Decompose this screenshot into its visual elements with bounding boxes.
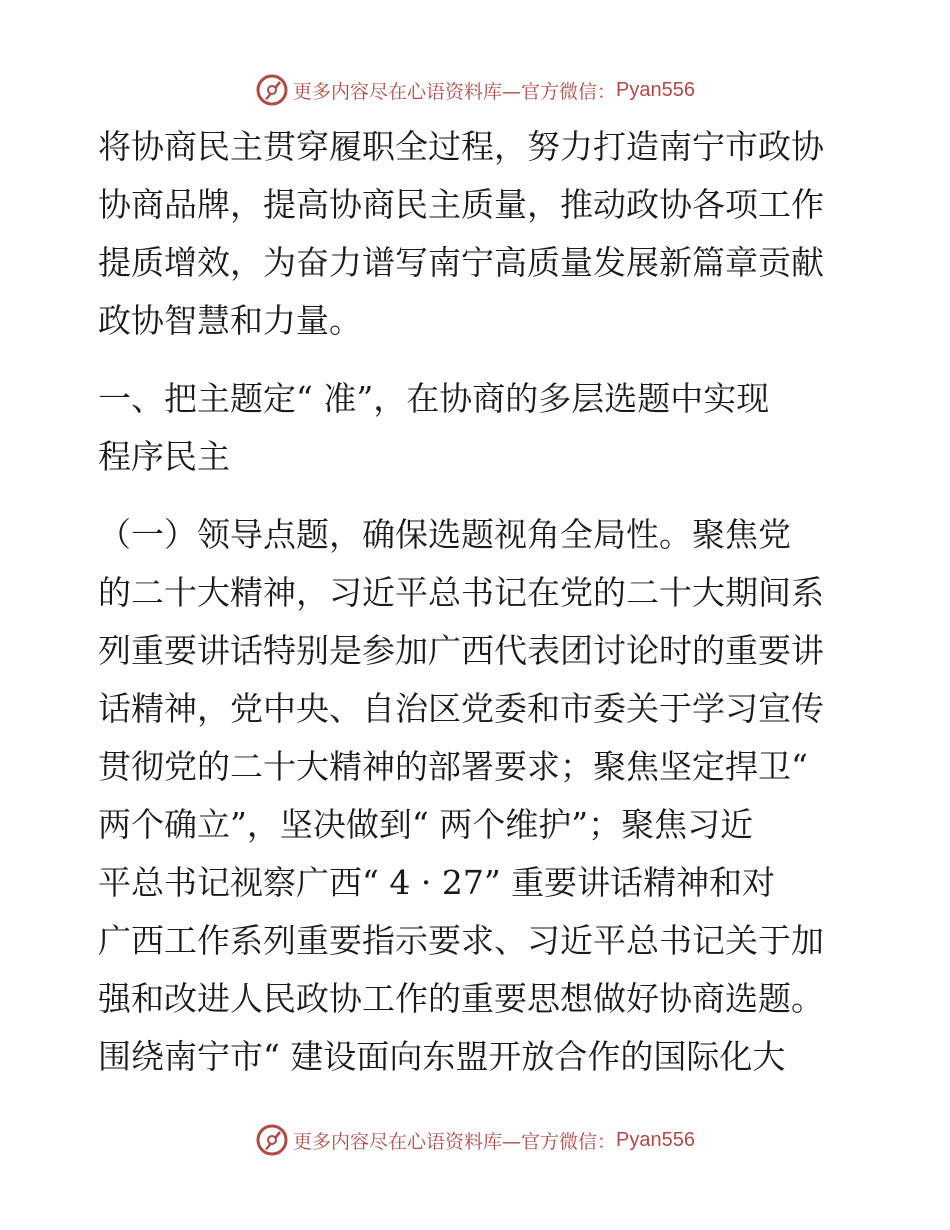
text-line: 政协智慧和力量。 bbox=[98, 301, 362, 340]
paragraph-1 bbox=[98, 506, 858, 1086]
text-line: 话精神，党中央、自治区党委和市委关于学习宣传 bbox=[98, 689, 824, 728]
text-line: 广西工作系列重要指示要求、习近平总书记关于加 bbox=[98, 921, 824, 960]
feather-pen-circle-logo-icon bbox=[255, 73, 289, 107]
watermark-handle: Pyan556 bbox=[616, 78, 695, 101]
text-line: 列重要讲话特别是参加广西代表团讨论时的重要讲 bbox=[98, 631, 824, 670]
text-line: 贯彻党的二十大精神的部署要求；聚焦坚定捍卫“ bbox=[98, 747, 808, 786]
text-line: 将协商民主贯穿履职全过程，努力打造南宁市政协 bbox=[98, 127, 824, 166]
text-line: （一）领导点题，确保选题视角全局性。聚焦党 bbox=[98, 515, 791, 554]
footer-watermark bbox=[0, 1120, 950, 1160]
text-line: 强和改进人民政协工作的重要思想做好协商选题。 bbox=[98, 979, 824, 1018]
section-heading-1 bbox=[98, 370, 858, 486]
heading-line: 程序民主 bbox=[98, 437, 230, 476]
text-line: 两个确立”，坚决做到“ 两个维护”；聚焦习近 bbox=[98, 805, 754, 844]
paragraph-gap bbox=[98, 350, 858, 370]
text-line: 的二十大精神，习近平总书记在党的二十大期间系 bbox=[98, 573, 824, 612]
header-watermark bbox=[0, 70, 950, 110]
text-line: 提质增效，为奋力谱写南宁高质量发展新篇章贡献 bbox=[98, 243, 824, 282]
paragraph-gap bbox=[98, 486, 858, 506]
watermark-handle: Pyan556 bbox=[616, 1128, 695, 1151]
watermark-text: 更多内容尽在心语资料库—官方微信： bbox=[293, 80, 617, 103]
text-line: 协商品牌，提高协商民主质量，推动政协各项工作 bbox=[98, 185, 824, 224]
document-body bbox=[98, 118, 858, 1086]
watermark-text: 更多内容尽在心语资料库—官方微信： bbox=[293, 1130, 617, 1153]
heading-line: 一、把主题定“ 准”，在协商的多层选题中实现 bbox=[98, 379, 770, 418]
feather-pen-circle-logo-icon bbox=[255, 1123, 289, 1157]
text-line: 平总书记视察广西“ 4 · 27” 重要讲话精神和对 bbox=[98, 863, 776, 902]
text-line: 围绕南宁市“ 建设面向东盟开放合作的国际化大 bbox=[98, 1037, 786, 1076]
paragraph-intro bbox=[98, 118, 858, 350]
